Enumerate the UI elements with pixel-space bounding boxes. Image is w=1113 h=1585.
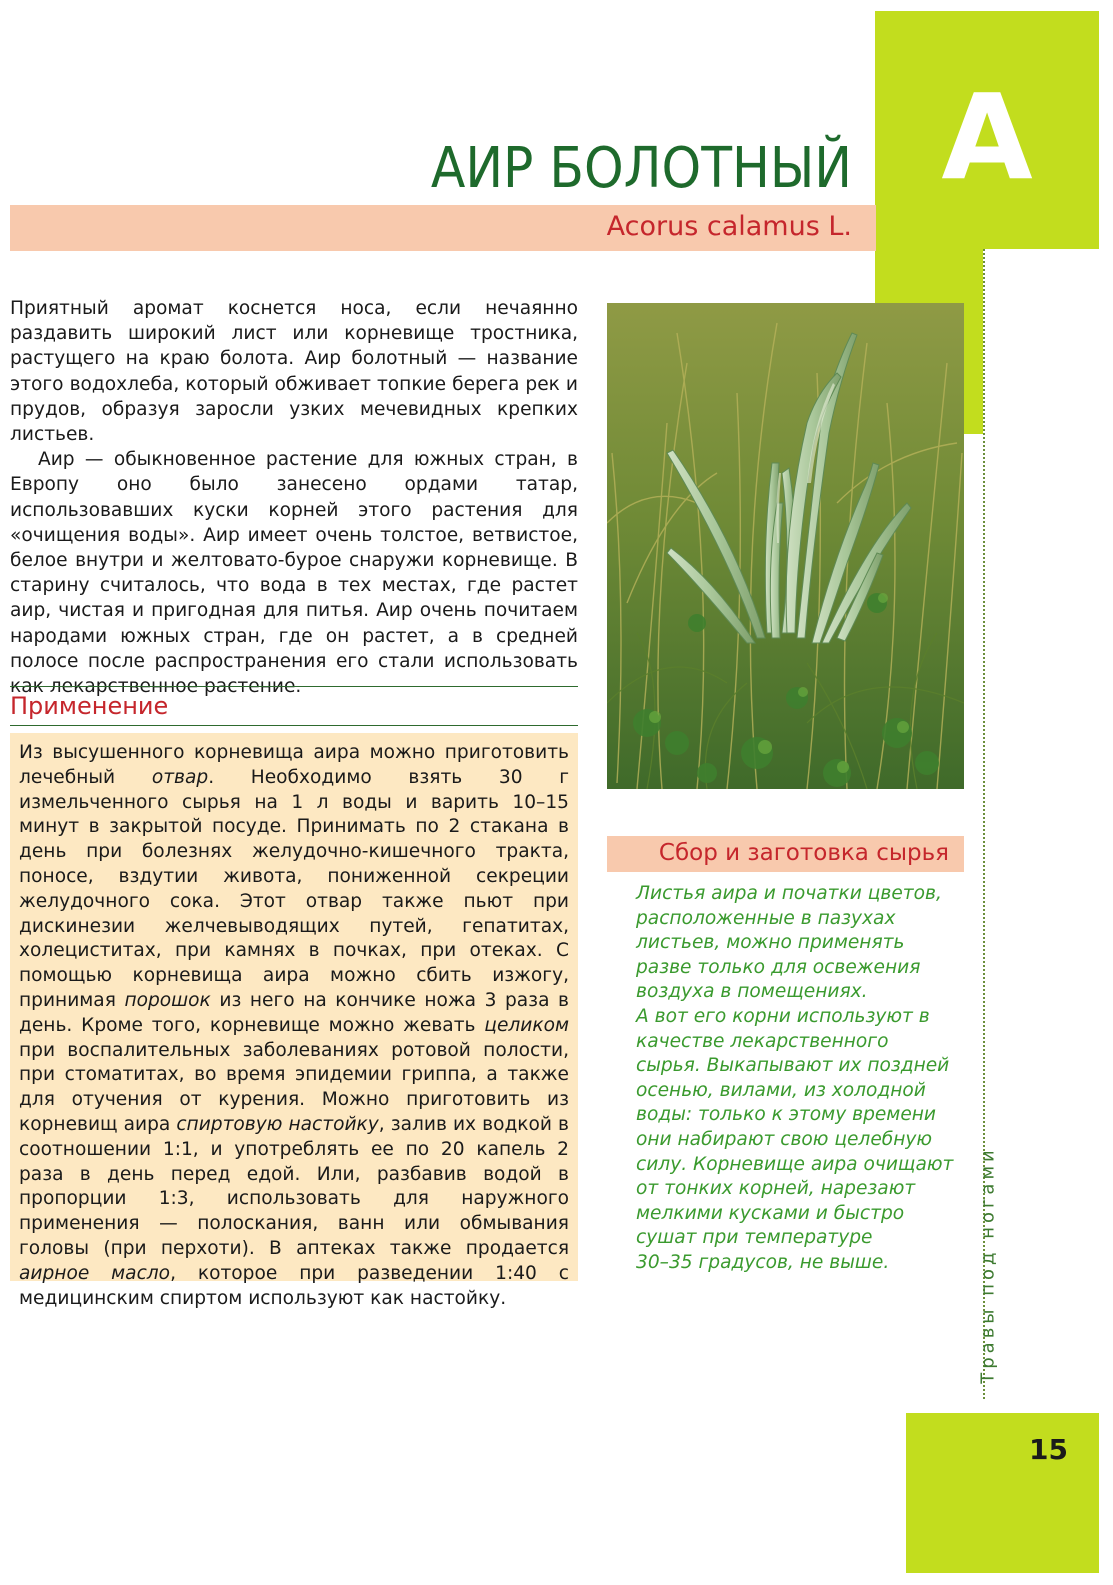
page-number: 15 xyxy=(1029,1433,1068,1466)
section-letter: А xyxy=(941,68,1033,206)
application-emphasis: целиком xyxy=(484,1014,569,1036)
intro-paragraph: Приятный аромат коснется носа, если нечаянно раздавить широкий лист или корневище тростника, растущего на краю болота. Аир болотный — название этого водохлеба, который обживает топкие берега рек и прудов, образуя заросли узких мечевидных крепких листьев. xyxy=(10,298,578,446)
section-rule xyxy=(10,686,578,687)
plant-photo xyxy=(607,303,964,789)
application-emphasis: аирное масло xyxy=(19,1262,171,1284)
harvest-heading: Сбор и заготовка сырья xyxy=(658,840,949,866)
application-text-segment: , залив их водкой в соотношении 1:1, и употреблять ее по 20 капель 2 раза в день перед едой. Или, разбавив водой в пропорции 1:3, использовать для наружного применения — полоскания, ванн или обмывания головы (при перхоти). В аптеках также продается xyxy=(19,1113,569,1259)
running-title xyxy=(968,1135,1008,1395)
application-text-segment: , которое при разведении 1:40 с медицинским спиртом используют как настойку. xyxy=(19,1262,569,1309)
latin-name: Acorus calamus L. xyxy=(606,211,852,242)
intro-text xyxy=(10,296,578,699)
sweet-flag-plant-image xyxy=(607,303,964,789)
application-heading: Применение xyxy=(10,692,169,720)
application-text xyxy=(19,741,569,1311)
page-title: АИР БОЛОТНЫЙ xyxy=(430,136,852,201)
application-text-segment: из него на кончике ножа 3 раза в день. Кроме того, корневище можно жевать xyxy=(19,989,569,1036)
application-emphasis: порошок xyxy=(124,989,211,1011)
application-emphasis: отвар xyxy=(151,766,209,788)
application-text-segment: при воспалительных заболеваниях ротовой полости, при стоматитах, во время эпидемии гриппа, а также для отучения от курения. Можно приготовить из корневищ аира xyxy=(19,1039,569,1135)
harvest-text-body: Листья аира и початки цветов, расположенные в пазухах листьев, можно применять разве только для освежения воздуха в помещениях. А вот его корни используют в качестве лекарственного сырья. Выкапывают их поздней осенью, вилами, из холодной воды: только к этому времени они набирают свою целебную силу. Корневище аира очищают от тонких корней, нарезают мелкими кусками и быстро сушат при температуре 30–35 градусов, не выше. xyxy=(636,883,954,1273)
application-text-segment: Из высушенного корневища аира можно приготовить лечебный xyxy=(19,742,569,788)
section-rule xyxy=(10,725,578,726)
application-emphasis: спиртовую настойку xyxy=(176,1113,379,1135)
intro-paragraph: Аир — обыкновенное растение для южных стран, в Европу оно было занесено ордами татар, использовавших куски корней этого растения для «очищения воды». Аир имеет очень толстое, ветвистое, белое внутри и желтовато-бурое снаружи корневище. В старину считалось, что вода в тех местах, где растет аир, чистая и пригодная для питья. Аир очень почитаем народами южных стран, где он растет, а в средней полосе после распространения его стали использовать как лекарственное растение. xyxy=(10,449,578,698)
application-text-segment: . Необходимо взять 30 г измельченного сырья на 1 л воды и варить 10–15 минут в закрытой посуде. Принимать по 2 стакана в день при болезнях желудочно-кишечного тракта, поносе, вздутии живота, пониженной секреции желудочного сока. Этот отвар также пьют при дискинезии желчевыводящих путей, гепатитах, холециститах, при камнях в почках, при отеках. С помощью корневища аира можно сбить изжогу, принимая xyxy=(19,766,569,1011)
running-title-text: Травы под ногами xyxy=(977,1146,999,1384)
harvest-text xyxy=(636,882,956,1276)
